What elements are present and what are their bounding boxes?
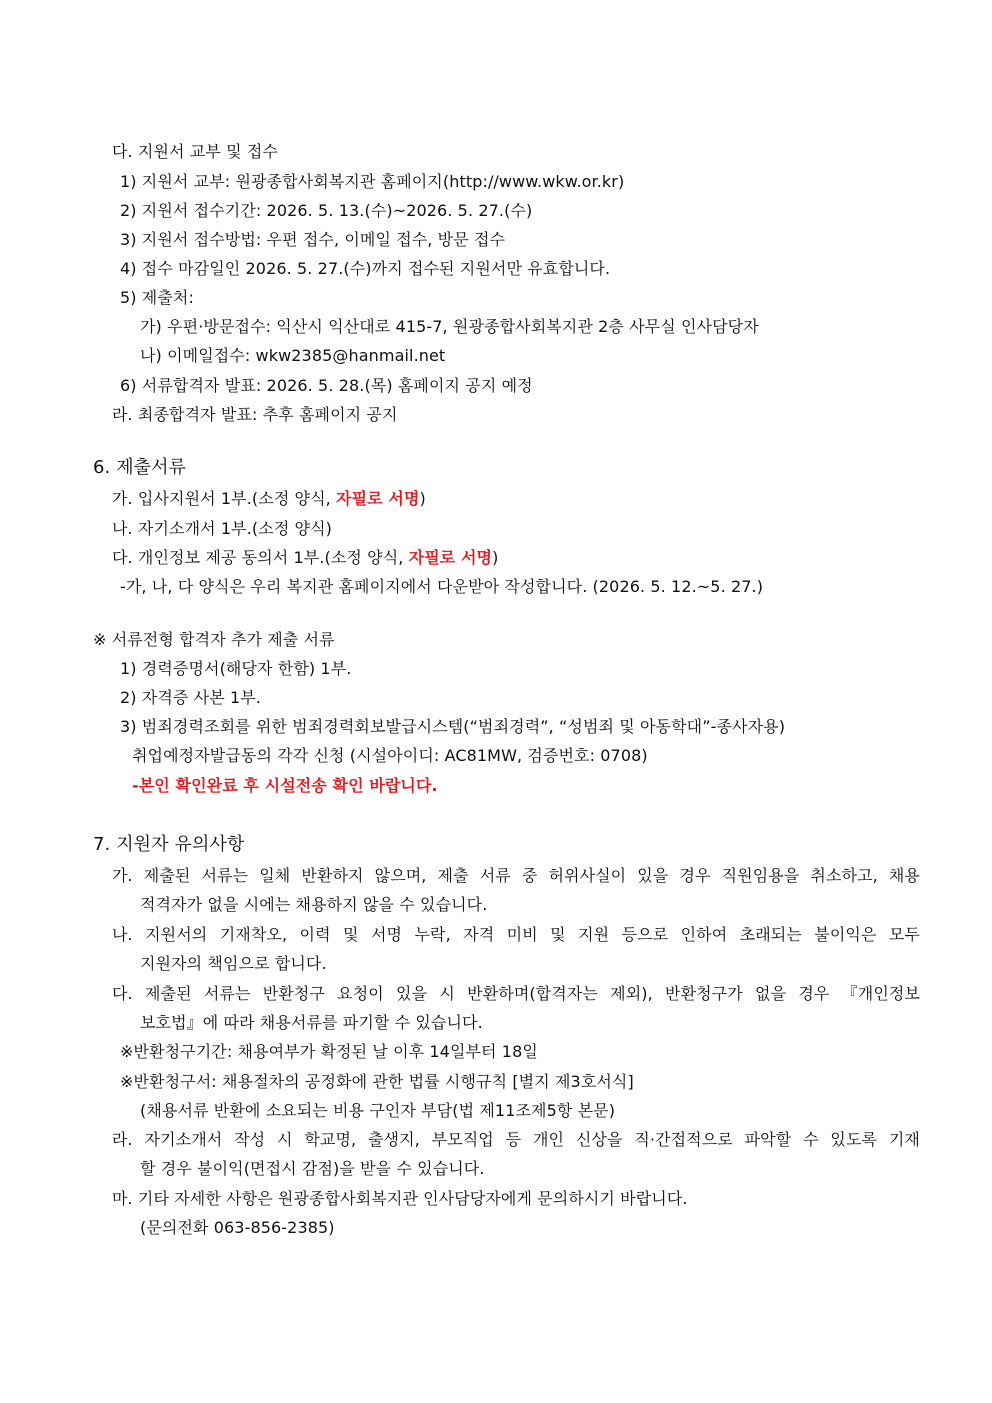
notice-c-line1: 다. 제출된 서류는 반환청구 요청이 있을 시 반환하며(합격자는 제외), 반환청구가 없을 경우 『개인정보 <box>112 984 920 1003</box>
doc-item-c-highlight: 자필로 서명 <box>408 548 493 567</box>
doc-item-a-highlight: 자필로 서명 <box>336 489 420 508</box>
extra-docs-title: ※ 서류전형 합격자 추가 제출 서류 <box>93 630 335 649</box>
extra-doc-career: 1) 경력증명서(해당자 한함) 1부. <box>120 659 352 678</box>
doc-item-c-close: ) <box>492 548 499 567</box>
notice-d-line1: 라. 자기소개서 작성 시 학교명, 출생지, 부모직업 등 개인 신상을 직·간접적으로 파악할 수 있도록 기재 <box>112 1130 920 1149</box>
notice-return-form: ※반환청구서: 채용절차의 공정화에 관한 법률 시행규칙 [별지 제3호서식] <box>120 1072 634 1091</box>
doc-item-a-close: ) <box>419 489 426 508</box>
section7-title: 7. 지원자 유의사항 <box>93 834 245 855</box>
item-post-visit: 가) 우편·방문접수: 익산시 익산대로 415-7, 원광종합사회복지관 2층 사무실 인사담당자 <box>140 317 759 336</box>
item-period: 2) 지원서 접수기간: 2026. 5. 13.(수)~2026. 5. 27.(수) <box>120 201 533 220</box>
notice-b-line1: 나. 지원서의 기재착오, 이력 및 서명 누락, 자격 미비 및 지원 등으로 인하여 초래되는 불이익은 모두 <box>112 925 920 944</box>
item-submit-to: 5) 제출처: <box>120 288 194 307</box>
doc-item-a <box>112 489 426 509</box>
notice-b-line2: 지원자의 책임으로 합니다. <box>140 954 327 973</box>
doc-item-c <box>112 548 498 568</box>
extra-doc-license: 2) 자격증 사본 1부. <box>120 688 261 707</box>
doc-note: -가, 나, 다 양식은 우리 복지관 홈페이지에서 다운받아 작성합니다. (2026. 5. 12.~5. 27.) <box>120 577 764 596</box>
notice-contact: (문의전화 063-856-2385) <box>140 1218 335 1237</box>
extra-doc-criminal: 3) 범죄경력조회를 위한 범죄경력회보발급시스템(“범죄경력”, “성범죄 및 아동학대”-종사자용) <box>120 717 786 736</box>
notice-c-line2: 보호법』에 따라 채용서류를 파기할 수 있습니다. <box>140 1013 483 1032</box>
notice-e-line1: 마. 기타 자세한 사항은 원광종합사회복지관 인사담당자에게 문의하시기 바랍니다. <box>112 1189 688 1208</box>
item-doc-result: 6) 서류합격자 발표: 2026. 5. 28.(목) 홈페이지 공지 예정 <box>120 376 533 395</box>
doc-item-c-text: 다. 개인정보 제공 동의서 1부.(소정 양식, <box>112 548 409 567</box>
doc-item-a-text: 가. 입사지원서 1부.(소정 양식, <box>112 489 337 508</box>
item-issue: 1) 지원서 교부: 원광종합사회복지관 홈페이지(http://www.wkw.or.kr) <box>120 172 625 191</box>
extra-doc-criminal-cont: 취업예정자발급동의 각각 신청 (시설아이디: AC81MW, 검증번호: 0708) <box>132 746 648 765</box>
item-email: 나) 이메일접수: wkw2385@hanmail.net <box>140 346 446 365</box>
item-method: 3) 지원서 접수방법: 우편 접수, 이메일 접수, 방문 접수 <box>120 230 506 249</box>
doc-item-b: 나. 자기소개서 1부.(소정 양식) <box>112 519 333 538</box>
notice-a-line2: 적격자가 없을 시에는 채용하지 않을 수 있습니다. <box>140 895 488 914</box>
notice-d-line2: 할 경우 불이익(면접시 감점)을 받을 수 있습니다. <box>140 1159 485 1178</box>
section-d-title: 다. 지원서 교부 및 접수 <box>112 142 278 161</box>
extra-doc-warning: -본인 확인완료 후 시설전송 확인 바랍니다. <box>132 776 438 795</box>
section-e-title: 라. 최종합격자 발표: 추후 홈페이지 공지 <box>112 405 398 424</box>
item-deadline: 4) 접수 마감일인 2026. 5. 27.(수)까지 접수된 지원서만 유효합니다. <box>120 259 611 278</box>
section6-title: 6. 제출서류 <box>93 457 187 478</box>
notice-return-period: ※반환청구기간: 채용여부가 확정된 날 이후 14일부터 18일 <box>120 1042 538 1061</box>
notice-return-cost: (채용서류 반환에 소요되는 비용 구인자 부담(법 제11조제5항 본문) <box>140 1101 616 1120</box>
notice-a-line1: 가. 제출된 서류는 일체 반환하지 않으며, 제출 서류 중 허위사실이 있을 경우 직원임용을 취소하고, 채용 <box>112 866 920 885</box>
